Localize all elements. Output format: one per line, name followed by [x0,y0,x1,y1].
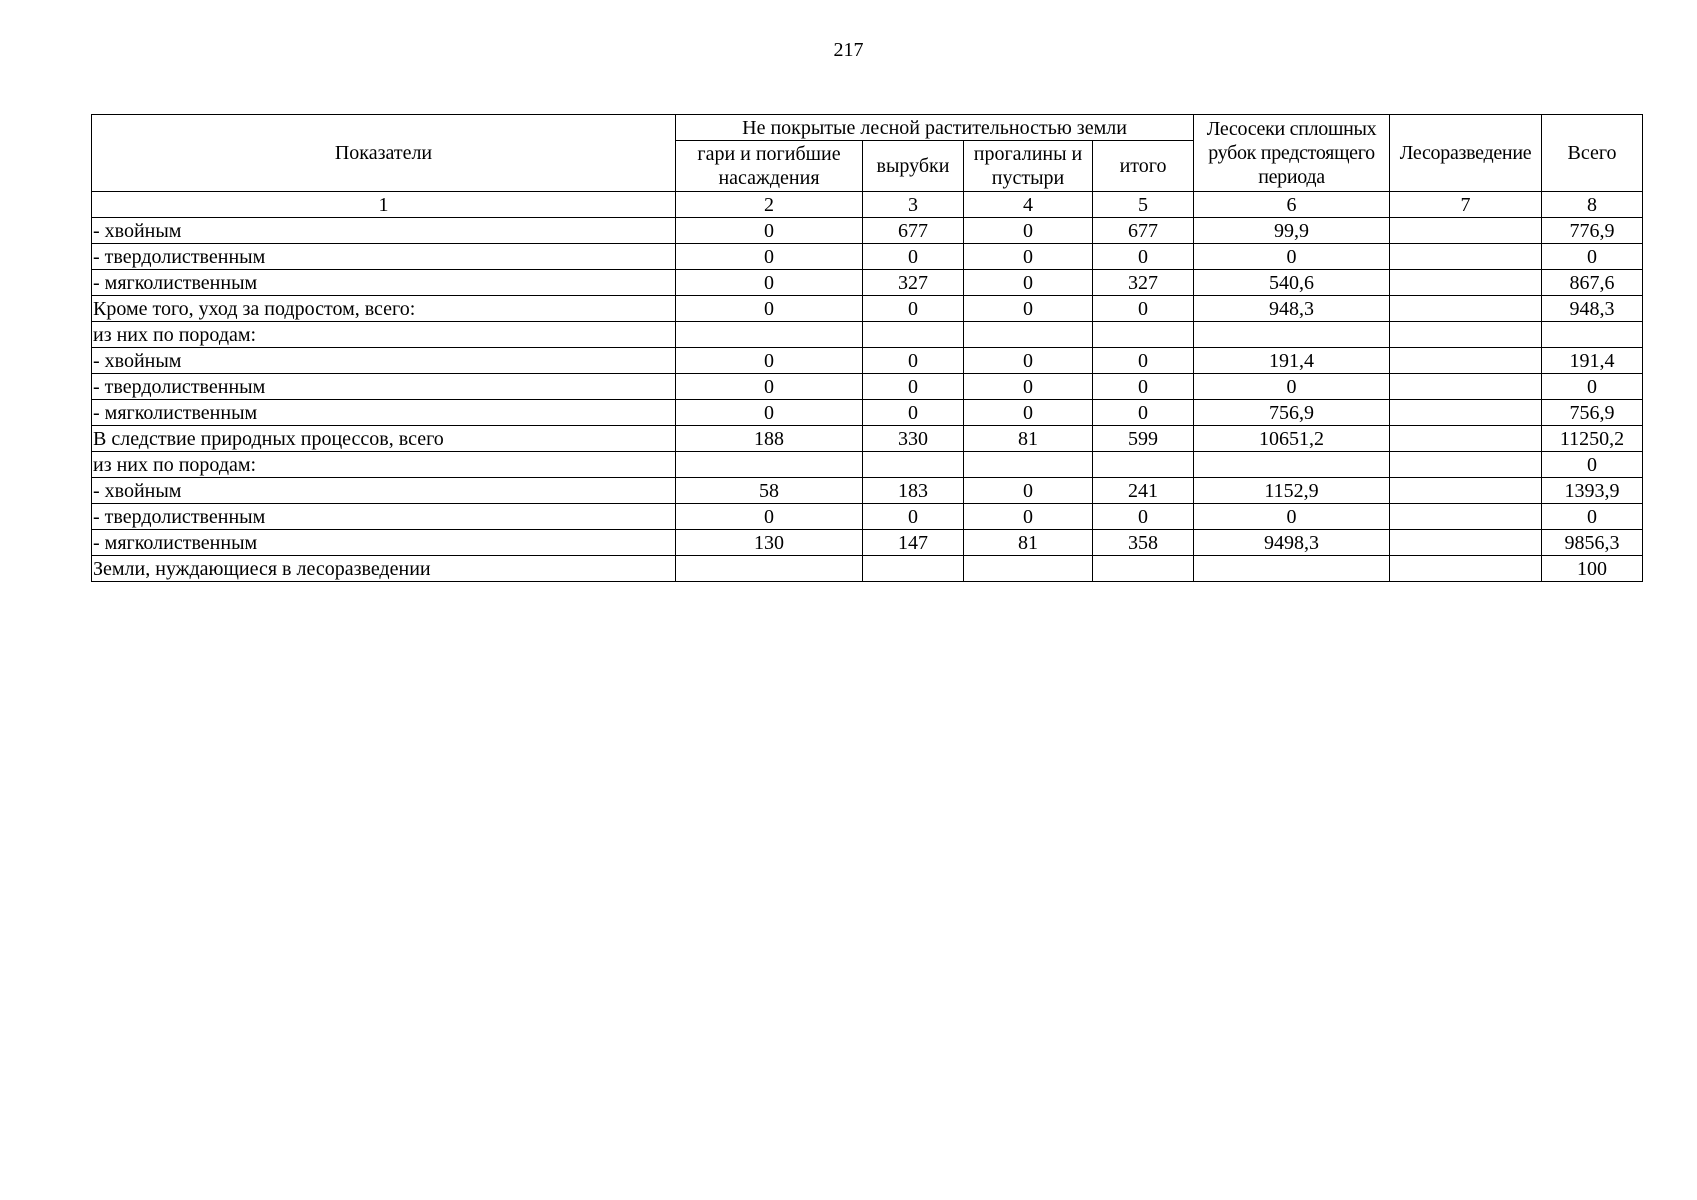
cell-c2 [676,556,863,582]
table-header [92,115,1643,192]
cell-c6: 10651,2 [1194,426,1390,452]
cell-c6: 191,4 [1194,348,1390,374]
cell-c8: 1393,9 [1542,478,1643,504]
cell-c7 [1390,530,1542,556]
cell-c4: 0 [964,270,1093,296]
cell-c8: 100 [1542,556,1643,582]
cell-c4: 0 [964,296,1093,322]
header-burnt: гари и погибшие насаждения [676,141,863,192]
cell-c5 [1093,452,1194,478]
cell-c3: 0 [863,504,964,530]
column-number: 3 [863,192,964,218]
cell-c7 [1390,452,1542,478]
cell-c8: 0 [1542,504,1643,530]
row-label: из них по породам: [92,452,676,478]
column-number: 4 [964,192,1093,218]
cell-c4: 81 [964,426,1093,452]
table-row [92,400,1643,426]
cell-c6: 9498,3 [1194,530,1390,556]
cell-c8: 867,6 [1542,270,1643,296]
table-row [92,556,1643,582]
table-row [92,322,1643,348]
column-number: 1 [92,192,676,218]
header-row-1 [92,115,1643,141]
cell-c2: 0 [676,244,863,270]
cell-c3: 677 [863,218,964,244]
cell-c7 [1390,504,1542,530]
row-label: Земли, нуждающиеся в лесоразведении [92,556,676,582]
row-label: - хвойным [92,218,676,244]
cell-c8 [1542,322,1643,348]
cell-c3: 0 [863,296,964,322]
cell-c5: 0 [1093,374,1194,400]
row-label: - мягколиственным [92,270,676,296]
cell-c4 [964,556,1093,582]
table-row [92,296,1643,322]
column-number-row [92,192,1643,218]
cell-c5: 358 [1093,530,1194,556]
cell-c6: 1152,9 [1194,478,1390,504]
cell-c3: 330 [863,426,964,452]
cell-c8: 776,9 [1542,218,1643,244]
row-label: В следствие природных процессов, всего [92,426,676,452]
header-afforestation: Лесоразведение [1390,115,1542,192]
cell-c4: 0 [964,400,1093,426]
table-row [92,530,1643,556]
cell-c4: 0 [964,244,1093,270]
cell-c2: 58 [676,478,863,504]
cell-c3 [863,322,964,348]
table-row [92,374,1643,400]
row-label: - хвойным [92,478,676,504]
cell-c5: 677 [1093,218,1194,244]
cell-c6: 0 [1194,244,1390,270]
table-body [92,192,1643,582]
cell-c7 [1390,296,1542,322]
cell-c5: 0 [1093,504,1194,530]
cell-c3 [863,452,964,478]
cell-c2 [676,322,863,348]
cell-c7 [1390,426,1542,452]
header-clearcut [1194,115,1390,192]
cell-c7 [1390,244,1542,270]
cell-c6 [1194,452,1390,478]
cell-c7 [1390,348,1542,374]
cell-c2: 0 [676,218,863,244]
cell-c7 [1390,374,1542,400]
cell-c6 [1194,556,1390,582]
header-clearcut-line1: Лесосеки сплошных [1206,118,1377,140]
column-number: 6 [1194,192,1390,218]
table-row [92,270,1643,296]
cell-c7 [1390,218,1542,244]
column-number: 7 [1390,192,1542,218]
cell-c3: 183 [863,478,964,504]
cell-c8: 0 [1542,374,1643,400]
cell-c3: 327 [863,270,964,296]
row-label: - мягколиственным [92,400,676,426]
row-label: - твердолиственным [92,374,676,400]
cell-c5: 241 [1093,478,1194,504]
cell-c4: 81 [964,530,1093,556]
cell-c3: 0 [863,244,964,270]
cell-c7 [1390,322,1542,348]
page-number: 217 [833,39,864,61]
cell-c8: 0 [1542,452,1643,478]
cell-c6: 756,9 [1194,400,1390,426]
cell-c6: 948,3 [1194,296,1390,322]
row-label: - мягколиственным [92,530,676,556]
column-number: 2 [676,192,863,218]
data-table [91,114,1643,582]
cell-c4: 0 [964,218,1093,244]
cell-c7 [1390,400,1542,426]
cell-c8: 0 [1542,244,1643,270]
table-row [92,244,1643,270]
cell-c2: 0 [676,348,863,374]
cell-c2: 188 [676,426,863,452]
cell-c7 [1390,270,1542,296]
header-total: итого [1093,141,1194,192]
cell-c3: 0 [863,348,964,374]
cell-c6: 0 [1194,374,1390,400]
row-label: - хвойным [92,348,676,374]
cell-c5: 0 [1093,348,1194,374]
column-number: 5 [1093,192,1194,218]
header-clearcut-line3: периода [1258,166,1325,188]
cell-c8: 11250,2 [1542,426,1643,452]
table-row [92,348,1643,374]
table-row [92,452,1643,478]
cell-c4: 0 [964,478,1093,504]
cell-c8: 191,4 [1542,348,1643,374]
cell-c5: 0 [1093,400,1194,426]
header-group-not-covered: Не покрытые лесной растительностью земли [676,115,1194,141]
cell-c5: 0 [1093,244,1194,270]
table-row [92,426,1643,452]
cell-c5 [1093,556,1194,582]
cell-c2: 0 [676,374,863,400]
table-row [92,218,1643,244]
row-label: - твердолиственным [92,504,676,530]
table-row [92,478,1643,504]
cell-c2 [676,452,863,478]
table-row [92,504,1643,530]
cell-c6 [1194,322,1390,348]
cell-c8: 9856,3 [1542,530,1643,556]
cell-c2: 0 [676,400,863,426]
cell-c8: 948,3 [1542,296,1643,322]
cell-c2: 130 [676,530,863,556]
header-clearcut-line2: рубок предстоящего [1208,142,1375,164]
cell-c7 [1390,478,1542,504]
cell-c2: 0 [676,504,863,530]
cell-c6: 99,9 [1194,218,1390,244]
cell-c7 [1390,556,1542,582]
cell-c4: 0 [964,348,1093,374]
cell-c3: 0 [863,400,964,426]
cell-c6: 540,6 [1194,270,1390,296]
cell-c3: 0 [863,374,964,400]
cell-c4 [964,452,1093,478]
cell-c5: 0 [1093,296,1194,322]
header-all: Всего [1542,115,1643,192]
row-label: из них по породам: [92,322,676,348]
cell-c4 [964,322,1093,348]
cell-c6: 0 [1194,504,1390,530]
cell-c5: 599 [1093,426,1194,452]
cell-c3 [863,556,964,582]
cell-c2: 0 [676,270,863,296]
cell-c5: 327 [1093,270,1194,296]
row-label: Кроме того, уход за подростом, всего: [92,296,676,322]
cell-c5 [1093,322,1194,348]
cell-c2: 0 [676,296,863,322]
header-glades: прогалины и пустыри [964,141,1093,192]
cell-c4: 0 [964,504,1093,530]
row-label: - твердолиственным [92,244,676,270]
cell-c4: 0 [964,374,1093,400]
header-indicators: Показатели [92,115,676,192]
cell-c8: 756,9 [1542,400,1643,426]
cell-c3: 147 [863,530,964,556]
column-number: 8 [1542,192,1643,218]
header-cuttings: вырубки [863,141,964,192]
